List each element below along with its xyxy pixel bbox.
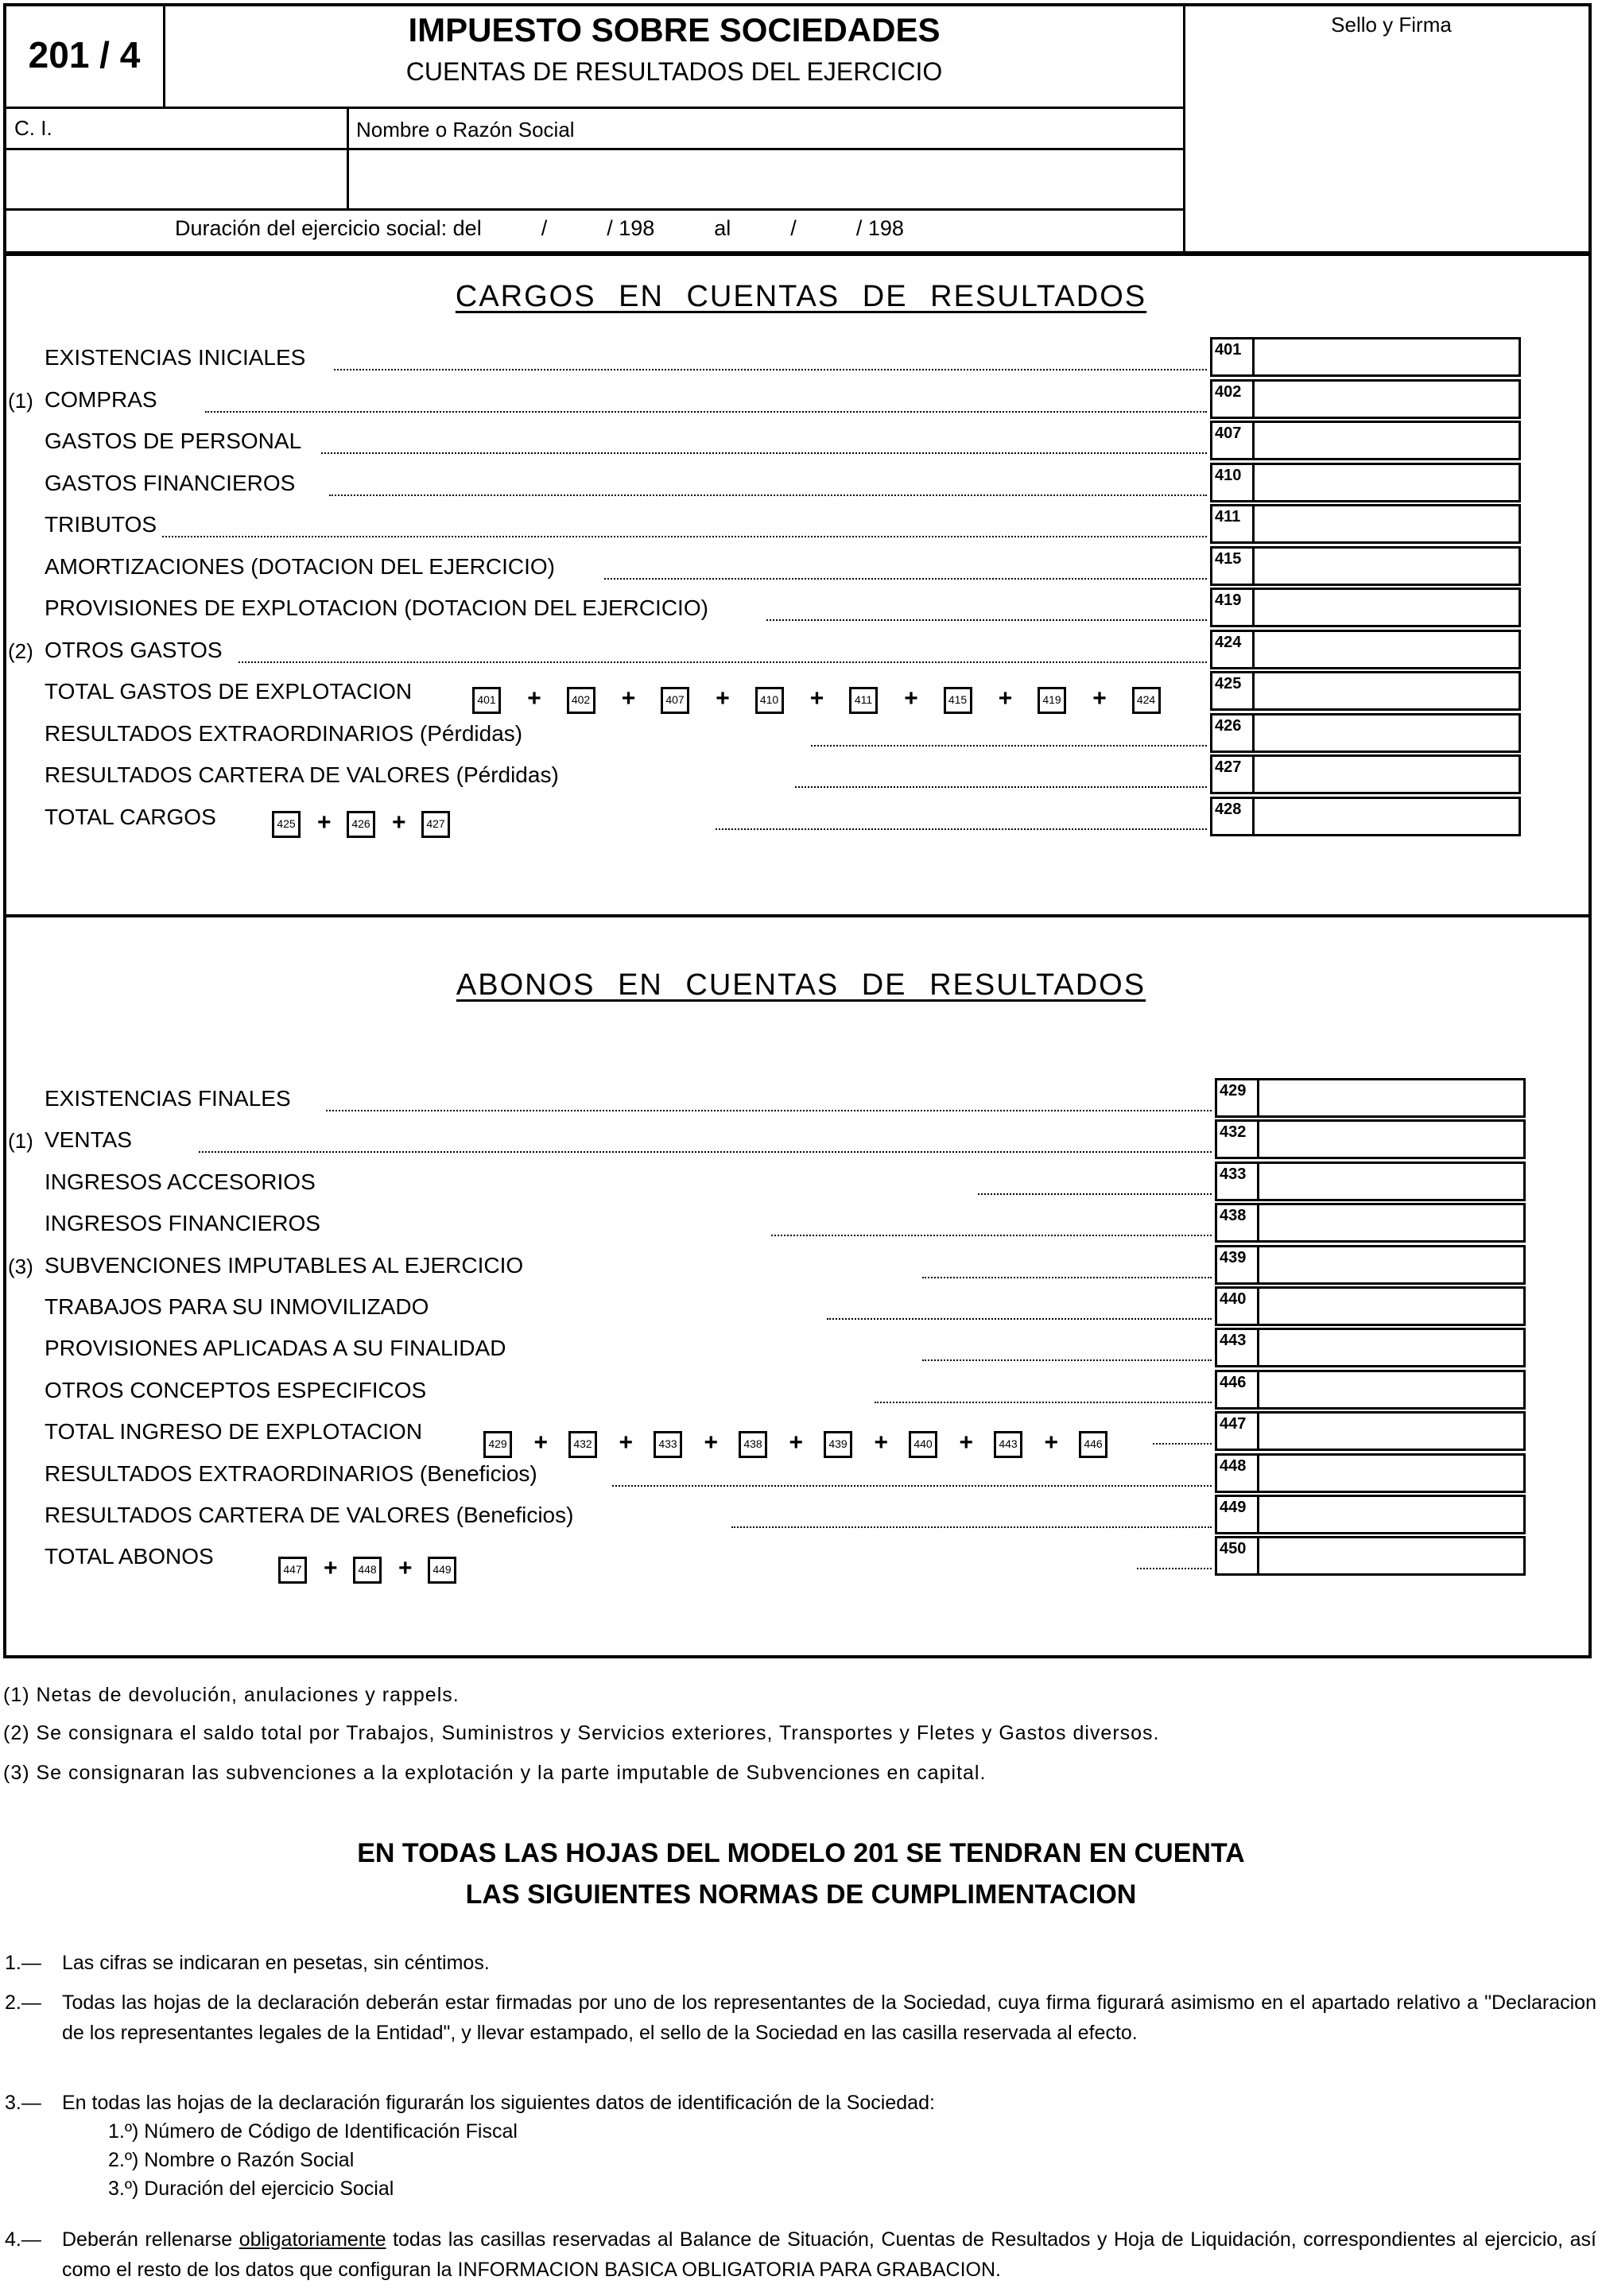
box-code-440: 440 xyxy=(1215,1286,1259,1326)
dotted-leader xyxy=(321,452,1207,454)
dotted-leader xyxy=(978,1193,1212,1195)
formula-ref-402: 402 xyxy=(567,687,595,714)
dotted-leader xyxy=(604,578,1207,580)
row-label: RESULTADOS EXTRAORDINARIOS (Beneficios) xyxy=(45,1460,537,1486)
row-label: TOTAL INGRESO DE EXPLOTACION xyxy=(45,1419,423,1445)
box-code-425: 425 xyxy=(1210,671,1255,711)
value-field-419[interactable] xyxy=(1252,588,1521,627)
fiscal-period-line: Duración del ejercicio social: del / / 198 al / / 198 xyxy=(175,216,904,240)
plus-sign: + xyxy=(398,1555,413,1581)
formula-ref-446: 446 xyxy=(1079,1431,1107,1458)
ci-label: C. I. xyxy=(14,116,52,140)
box-code-433: 433 xyxy=(1215,1162,1259,1201)
footnote-3: (3) Se consignaran las subvenciones a la explotación y la parte imputable de Subvenciones en capital. xyxy=(3,1762,987,1784)
header-line-3 xyxy=(3,208,1185,211)
formula-ref-419: 419 xyxy=(1038,687,1066,714)
box-code-407: 407 xyxy=(1210,421,1255,460)
box-code-439: 439 xyxy=(1215,1245,1259,1285)
value-field-440[interactable] xyxy=(1257,1286,1526,1326)
box-code-415: 415 xyxy=(1210,546,1255,586)
row-label: EXISTENCIAS FINALES xyxy=(45,1086,291,1111)
dotted-leader xyxy=(326,1110,1212,1111)
plus-sign: + xyxy=(619,1429,634,1456)
dotted-leader xyxy=(162,536,1207,537)
dotted-leader xyxy=(771,1235,1212,1236)
dotted-leader xyxy=(612,1485,1212,1487)
value-field-443[interactable] xyxy=(1257,1328,1526,1367)
box-code-424: 424 xyxy=(1210,630,1255,669)
box-code-429: 429 xyxy=(1215,1078,1259,1118)
plus-sign: + xyxy=(324,1555,338,1581)
footnote-1: (1) Netas de devolución, anulaciones y rappels. xyxy=(3,1684,460,1706)
box-code-438: 438 xyxy=(1215,1203,1259,1243)
formula-ref-448: 448 xyxy=(353,1557,382,1584)
formula-ref-447: 447 xyxy=(278,1557,307,1584)
rule-4-text xyxy=(62,2224,1596,2285)
rule-3-sub-3: 3.º) Duración del ejercicio Social xyxy=(108,2178,394,2200)
formula-ref-440: 440 xyxy=(909,1431,937,1458)
row-label: EXISTENCIAS INICIALES xyxy=(45,345,306,370)
dotted-leader xyxy=(811,745,1207,747)
dotted-leader xyxy=(716,828,1207,830)
rule-1-text: Las cifras se indicaran en pesetas, sin céntimos. xyxy=(62,1952,490,1974)
rule-1-number: 1.— xyxy=(5,1952,41,1974)
plus-sign: + xyxy=(1044,1429,1059,1456)
plus-sign: + xyxy=(317,809,332,836)
value-field-428[interactable] xyxy=(1252,797,1521,836)
form-title: IMPUESTO SOBRE SOCIEDADES xyxy=(408,11,941,48)
value-field-407[interactable] xyxy=(1252,421,1521,460)
row-label: INGRESOS FINANCIEROS xyxy=(45,1211,320,1236)
plus-sign: + xyxy=(959,1429,974,1456)
stamp-label: Sello y Firma xyxy=(1331,13,1452,37)
row-label: RESULTADOS EXTRAORDINARIOS (Pérdidas) xyxy=(45,720,523,746)
rule-4-text-after: todas las casillas reservadas al Balance de Situación, Cuentas de Resultados y Hoja de Liquidación, correspondientes al ejercicio, así como el resto de los datos que configuran la INFORMACION BASICA OBLIGATORIA PARA GRABACION. xyxy=(62,2228,1596,2281)
cargos-title: CARGOS EN CUENTAS DE RESULTADOS xyxy=(455,280,1147,313)
value-field-446[interactable] xyxy=(1257,1370,1526,1410)
header-line-2 xyxy=(3,148,1185,150)
formula-ref-424: 424 xyxy=(1132,687,1161,714)
rule-4-number: 4.— xyxy=(5,2228,41,2251)
plus-sign: + xyxy=(527,685,541,712)
dotted-leader xyxy=(827,1318,1212,1320)
row-label: TOTAL ABONOS xyxy=(45,1544,214,1569)
plus-sign: + xyxy=(716,685,730,712)
row-note: (3) xyxy=(8,1254,33,1278)
value-field-448[interactable] xyxy=(1257,1453,1526,1493)
formula-ref-427: 427 xyxy=(421,811,450,838)
row-label: INGRESOS ACCESORIOS xyxy=(45,1169,316,1194)
row-label: PROVISIONES DE EXPLOTACION (DOTACION DEL EJERCICIO) xyxy=(45,595,708,620)
value-field-424[interactable] xyxy=(1252,630,1521,669)
box-code-410: 410 xyxy=(1210,463,1255,502)
formula-ref-411: 411 xyxy=(849,687,878,714)
box-code-427: 427 xyxy=(1210,754,1255,794)
box-code-426: 426 xyxy=(1210,713,1255,753)
box-code-428: 428 xyxy=(1210,797,1255,836)
plus-sign: + xyxy=(533,1429,549,1456)
value-field-426[interactable] xyxy=(1252,713,1521,753)
abonos-title: ABONOS EN CUENTAS DE RESULTADOS xyxy=(456,968,1146,1002)
row-label: AMORTIZACIONES (DOTACION DEL EJERCICIO) xyxy=(45,553,555,579)
box-code-449: 449 xyxy=(1215,1495,1259,1534)
box-code-443: 443 xyxy=(1215,1328,1259,1367)
value-field-401[interactable] xyxy=(1252,337,1521,377)
row-label: RESULTADOS CARTERA DE VALORES (Pérdidas) xyxy=(45,762,559,787)
plus-sign: + xyxy=(392,809,406,836)
form-number: 201 / 4 xyxy=(28,34,141,76)
formula-ref-439: 439 xyxy=(824,1431,852,1458)
row-label: RESULTADOS CARTERA DE VALORES (Beneficios) xyxy=(45,1503,574,1527)
plus-sign: + xyxy=(904,685,918,712)
value-field-415[interactable] xyxy=(1252,546,1521,586)
row-label: PROVISIONES APLICADAS A SU FINALIDAD xyxy=(45,1336,506,1361)
header-line-1 xyxy=(3,107,1185,109)
row-label: TRIBUTOS xyxy=(45,512,157,537)
value-field-432[interactable] xyxy=(1257,1119,1526,1159)
value-field-438[interactable] xyxy=(1257,1203,1526,1243)
dotted-leader xyxy=(1137,1568,1212,1569)
header-divider-ci xyxy=(347,107,349,210)
rule-3-text: En todas las hojas de la declaración figurarán los siguientes datos de identificación de la Sociedad: xyxy=(62,2092,935,2114)
dotted-leader xyxy=(205,411,1207,413)
value-field-447[interactable] xyxy=(1257,1411,1526,1451)
plus-sign: + xyxy=(1092,685,1107,712)
formula-ref-449: 449 xyxy=(428,1557,456,1584)
box-code-419: 419 xyxy=(1210,588,1255,627)
value-field-425[interactable] xyxy=(1252,671,1521,711)
formula-ref-410: 410 xyxy=(755,687,784,714)
box-code-446: 446 xyxy=(1215,1370,1259,1410)
row-label: GASTOS DE PERSONAL xyxy=(45,429,302,453)
form-subtitle: CUENTAS DE RESULTADOS DEL EJERCICIO xyxy=(405,57,943,86)
rules-title-line2: LAS SIGUIENTES NORMAS DE CUMPLIMENTACION xyxy=(465,1879,1137,1910)
dotted-leader xyxy=(731,1526,1212,1528)
box-code-450: 450 xyxy=(1215,1536,1259,1576)
stamp-field[interactable] xyxy=(1186,48,1588,251)
value-field-449[interactable] xyxy=(1257,1495,1526,1534)
value-field-429[interactable] xyxy=(1257,1078,1526,1118)
dotted-leader xyxy=(334,369,1207,370)
row-label: TOTAL GASTOS DE EXPLOTACION xyxy=(45,679,413,704)
plus-sign: + xyxy=(621,685,636,712)
formula-ref-425: 425 xyxy=(272,811,301,838)
rule-4-text-underlined: obligatoriamente xyxy=(239,2228,386,2251)
row-note: (1) xyxy=(8,1129,33,1154)
dotted-leader xyxy=(795,786,1207,788)
footnote-2: (2) Se consignara el saldo total por Trabajos, Suministros y Servicios exteriores, Transportes y Fletes y Gastos diversos. xyxy=(3,1722,1160,1744)
formula-ref-432: 432 xyxy=(568,1431,597,1458)
plus-sign: + xyxy=(998,685,1013,712)
dotted-leader xyxy=(922,1277,1212,1278)
value-field-439[interactable] xyxy=(1257,1245,1526,1285)
rule-3-sub-1: 1.º) Número de Código de Identificación Fiscal xyxy=(108,2120,518,2143)
box-code-401: 401 xyxy=(1210,337,1255,377)
value-field-402[interactable] xyxy=(1252,379,1521,419)
value-field-411[interactable] xyxy=(1252,504,1521,544)
rule-2-number: 2.— xyxy=(5,1992,41,2014)
value-field-427[interactable] xyxy=(1252,754,1521,794)
rule-3-sub-2: 2.º) Nombre o Razón Social xyxy=(108,2149,355,2171)
row-label: TRABAJOS PARA SU INMOVILIZADO xyxy=(45,1294,429,1319)
formula-ref-407: 407 xyxy=(661,687,689,714)
value-field-410[interactable] xyxy=(1252,463,1521,502)
formula-ref-426: 426 xyxy=(347,811,375,838)
value-field-450[interactable] xyxy=(1257,1536,1526,1576)
row-note: (1) xyxy=(8,388,33,413)
dotted-leader xyxy=(922,1359,1212,1361)
row-label: VENTAS xyxy=(45,1127,132,1153)
box-code-448: 448 xyxy=(1215,1453,1259,1493)
dotted-leader xyxy=(875,1402,1212,1403)
rule-3-number: 3.— xyxy=(5,2092,41,2114)
box-code-447: 447 xyxy=(1215,1411,1259,1451)
dotted-leader xyxy=(1153,1443,1212,1445)
plus-sign: + xyxy=(874,1429,889,1456)
dotted-leader xyxy=(766,619,1207,621)
rules-title-line1: EN TODAS LAS HOJAS DEL MODELO 201 SE TENDRAN EN CUENTA xyxy=(357,1838,1245,1868)
row-label: TOTAL CARGOS xyxy=(45,804,216,829)
dotted-leader xyxy=(239,661,1207,663)
value-field-433[interactable] xyxy=(1257,1162,1526,1201)
box-code-402: 402 xyxy=(1210,379,1255,419)
row-label: COMPRAS xyxy=(45,386,157,412)
box-code-411: 411 xyxy=(1210,504,1255,544)
company-name-label: Nombre o Razón Social xyxy=(356,118,575,142)
formula-ref-401: 401 xyxy=(472,687,501,714)
row-label: OTROS CONCEPTOS ESPECIFICOS xyxy=(45,1377,427,1402)
company-name-field[interactable] xyxy=(350,151,1181,207)
plus-sign: + xyxy=(704,1429,719,1456)
dotted-leader xyxy=(199,1151,1212,1153)
rule-2-text: Todas las hojas de la declaración deberán estar firmadas por uno de los representantes de la Sociedad, cuya firma figurará asimismo en el apartado relativo a "Declaracion de los representantes legales de la Entidad", y llevar estampado, el sello de la Sociedad en las casilla reservada al efecto. xyxy=(62,1992,1596,2044)
row-label: GASTOS FINANCIEROS xyxy=(45,470,296,495)
dotted-leader xyxy=(329,494,1207,496)
formula-ref-443: 443 xyxy=(994,1431,1022,1458)
formula-ref-415: 415 xyxy=(944,687,972,714)
formula-ref-438: 438 xyxy=(739,1431,767,1458)
ci-field[interactable] xyxy=(6,151,345,207)
box-code-432: 432 xyxy=(1215,1119,1259,1159)
rule-4-text-before: Deberán rellenarse xyxy=(62,2228,239,2251)
plus-sign: + xyxy=(809,685,824,712)
plus-sign: + xyxy=(789,1429,804,1456)
row-note: (2) xyxy=(8,638,33,663)
formula-ref-433: 433 xyxy=(654,1431,682,1458)
formula-ref-429: 429 xyxy=(483,1431,512,1458)
row-label: OTROS GASTOS xyxy=(45,637,223,662)
row-label: SUBVENCIONES IMPUTABLES AL EJERCICIO xyxy=(45,1252,524,1278)
